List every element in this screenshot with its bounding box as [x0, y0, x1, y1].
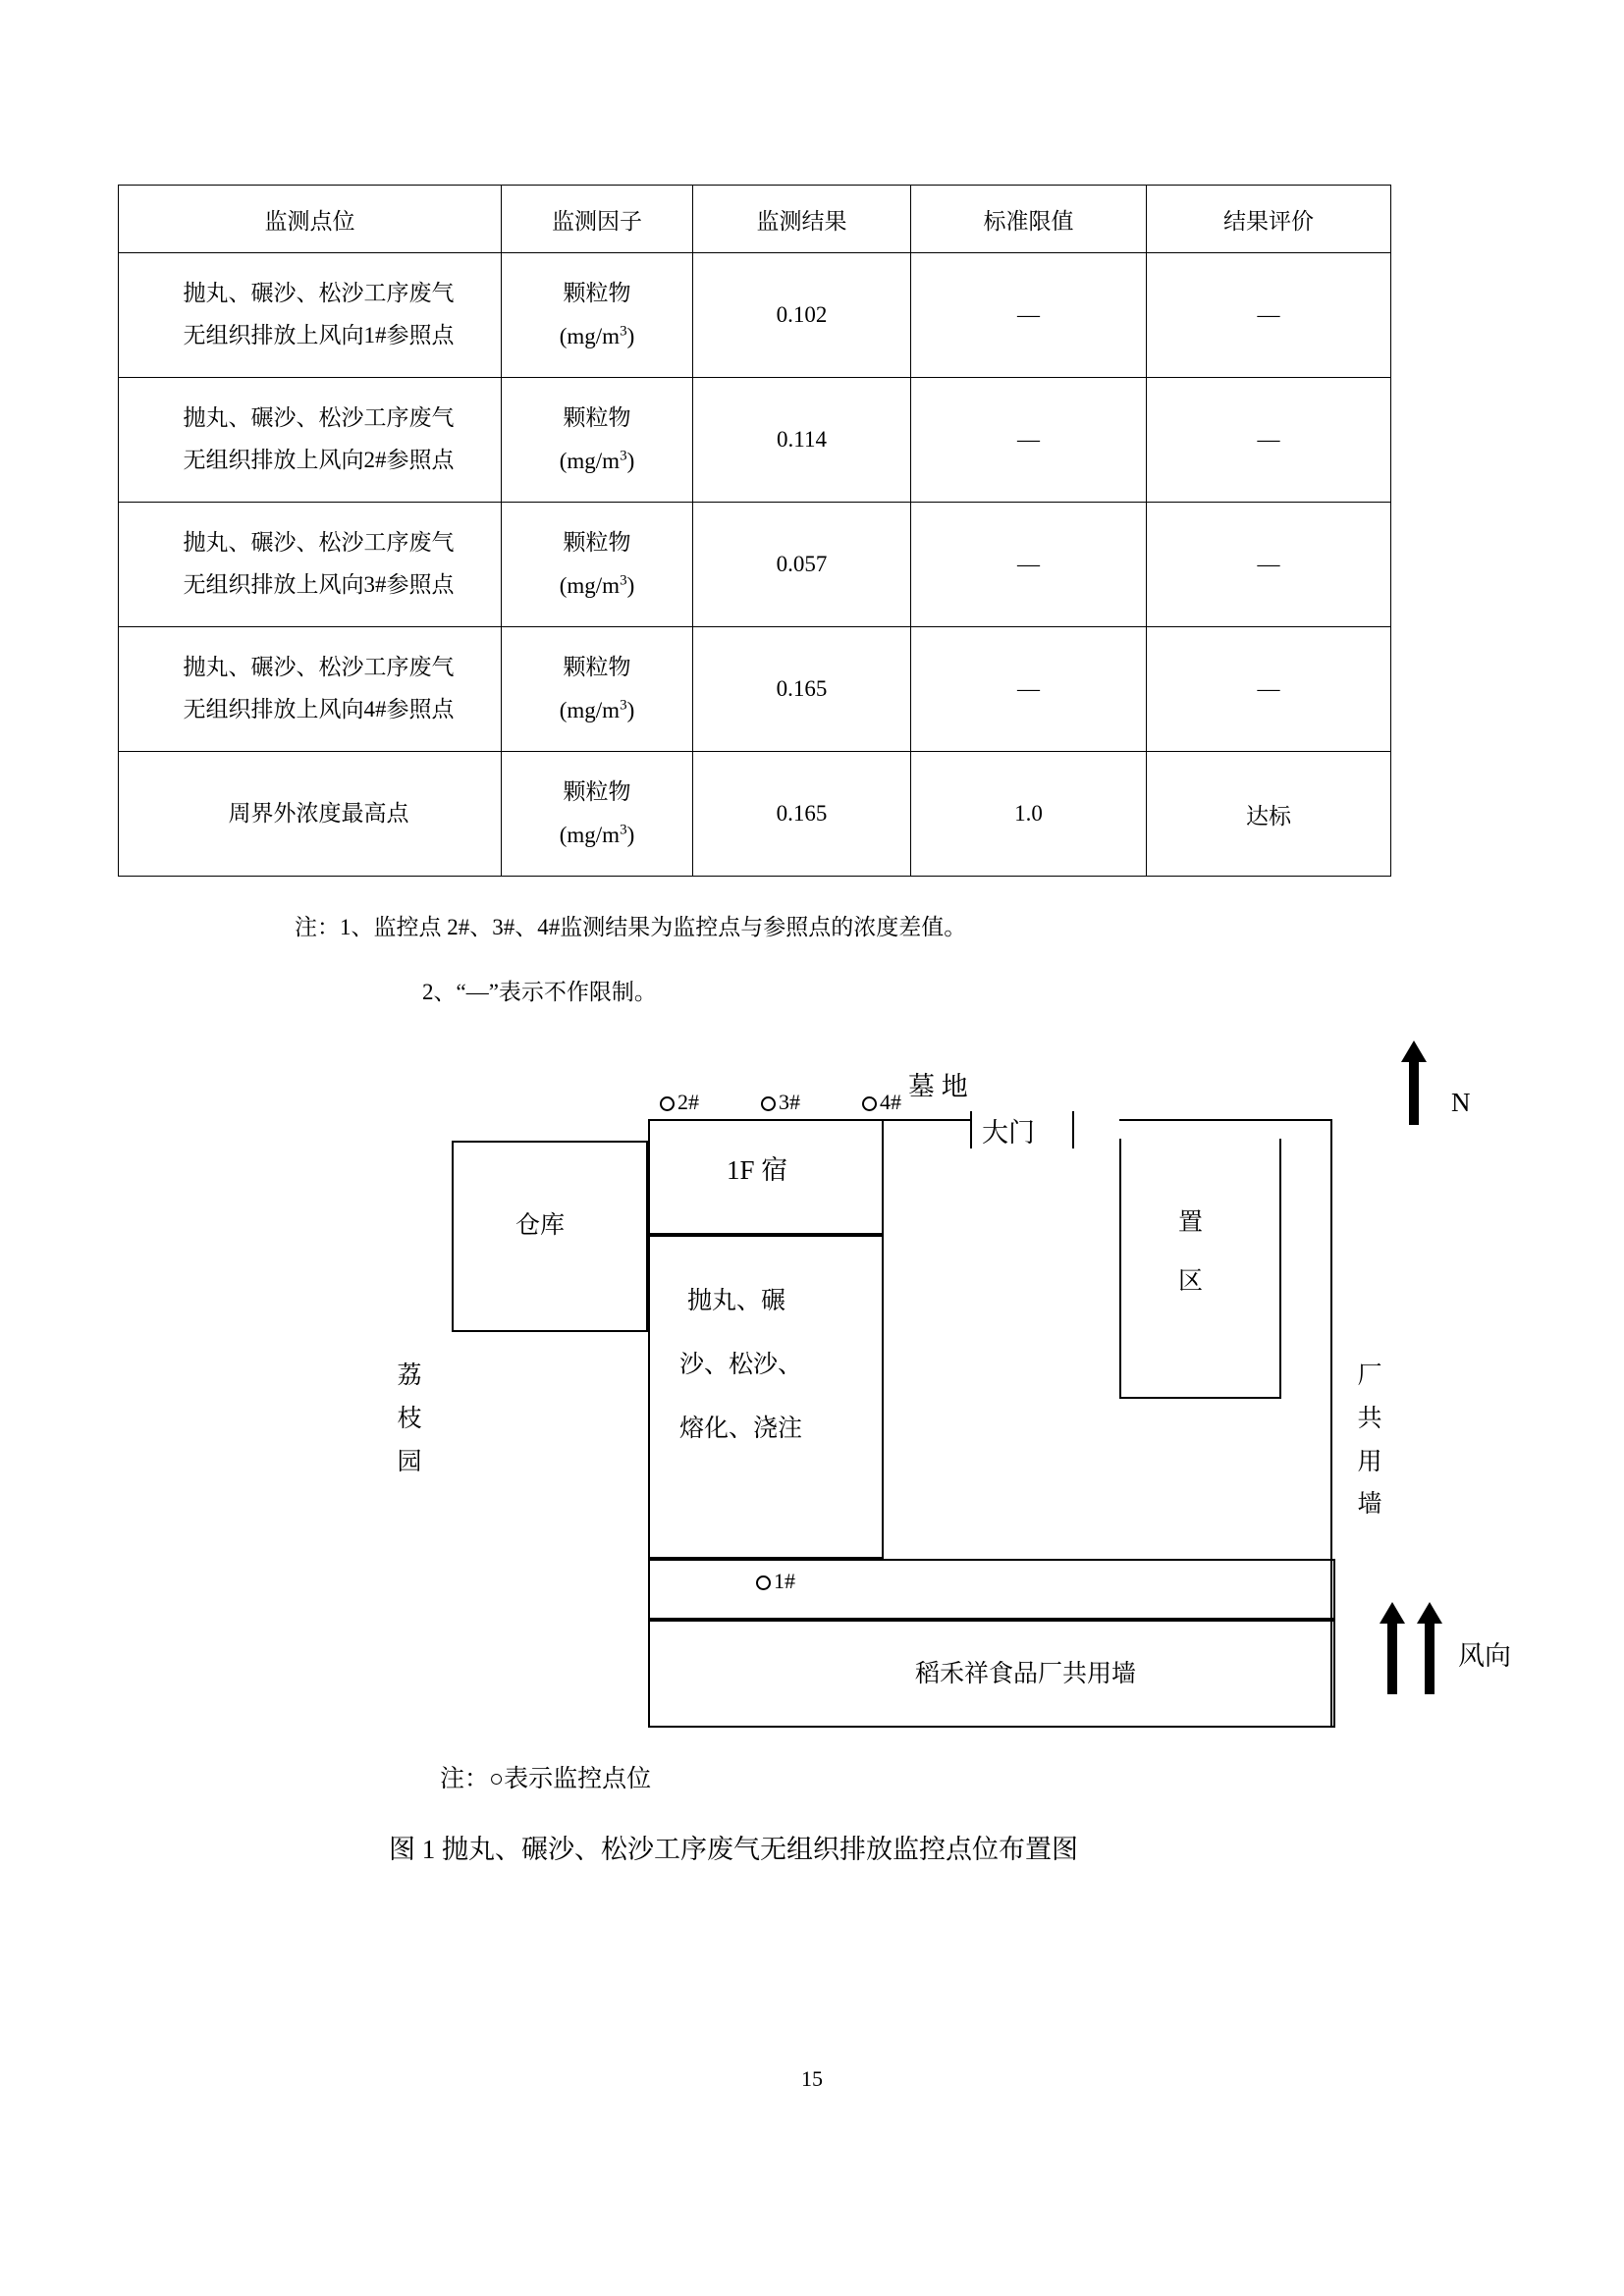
shared-wall-label: 厂共用墙 [1357, 1362, 1382, 1519]
cell-result: 0.114 [693, 378, 911, 503]
factor-name: 颗粒物 [563, 530, 631, 556]
placement-label-2: 区 [1178, 1268, 1204, 1295]
point-label-4: 4# [880, 1090, 901, 1114]
point-line-1: 抛丸、碾沙、松沙工序废气 [183, 405, 455, 431]
point-marker-3 [761, 1096, 776, 1111]
dorm-label: 1F 宿 [727, 1155, 788, 1185]
plot-top-right-wall [1119, 1119, 1332, 1121]
factor-unit: $(mg/m^3)$ [559, 697, 635, 722]
diagram-legend-note: 注：○表示监控点位 [440, 1766, 652, 1792]
cell-limit: — [911, 627, 1147, 752]
table-row [119, 752, 1391, 877]
cell-result: 0.165 [693, 752, 911, 877]
wind-direction-label: 风向 [1458, 1641, 1511, 1671]
lower-yard-box [648, 1559, 1335, 1620]
cell-evaluation: — [1147, 503, 1391, 627]
header-point: 监测点位 [119, 186, 502, 253]
point-marker-2 [660, 1096, 675, 1111]
factor-unit: $(mg/m^3)$ [559, 572, 635, 598]
bottom-wall-label: 稻禾祥食品厂共用墙 [915, 1661, 1137, 1687]
point-line-1: 周界外浓度最高点 [228, 800, 409, 826]
point-label-2: 2# [677, 1090, 699, 1114]
table-note-2: 2、“—”表示不作限制。 [422, 980, 657, 1004]
gate-post-left [970, 1111, 972, 1148]
wind-arrow-head-1 [1380, 1602, 1405, 1624]
cell-evaluation: — [1147, 627, 1391, 752]
cell-limit: — [911, 253, 1147, 378]
point-line-2: 无组织排放上风向1#参照点 [183, 323, 455, 347]
cell-result: 0.165 [693, 627, 911, 752]
cell-factor [502, 253, 693, 378]
cell-limit: 1.0 [911, 752, 1147, 877]
table-row [119, 253, 1391, 378]
point-label-3: 3# [779, 1090, 800, 1114]
gate-post-right [1072, 1111, 1074, 1148]
cell-limit: — [911, 503, 1147, 627]
table-row [119, 378, 1391, 503]
point-line-2: 无组织排放上风向2#参照点 [183, 448, 455, 472]
table-note-1: 注：1、监控点 2#、3#、4#监测结果为监控点与参照点的浓度差值。 [295, 915, 967, 939]
cell-point [119, 627, 502, 752]
header-result: 监测结果 [693, 186, 911, 253]
cell-evaluation: 达标 [1147, 752, 1391, 877]
factor-unit: $(mg/m^3)$ [559, 448, 635, 473]
cell-limit: — [911, 378, 1147, 503]
factor-name: 颗粒物 [563, 405, 631, 431]
point-line-1: 抛丸、碾沙、松沙工序废气 [183, 655, 455, 680]
cemetery-label: 墓 地 [908, 1072, 968, 1101]
gate-label: 大门 [982, 1118, 1035, 1148]
point-label-1: 1# [774, 1569, 795, 1593]
factor-name: 颗粒物 [563, 779, 631, 805]
wind-arrow-shaft-1 [1387, 1624, 1397, 1694]
table-row [119, 503, 1391, 627]
cell-point [119, 378, 502, 503]
north-label: N [1451, 1088, 1471, 1117]
point-line-1: 抛丸、碾沙、松沙工序废气 [183, 530, 455, 556]
cell-result: 0.102 [693, 253, 911, 378]
header-factor: 监测因子 [502, 186, 693, 253]
placement-label-1: 置 [1178, 1209, 1204, 1236]
cell-result: 0.057 [693, 503, 911, 627]
monitoring-results-table [118, 185, 1391, 877]
cell-factor [502, 503, 693, 627]
cell-factor [502, 752, 693, 877]
cell-point [119, 503, 502, 627]
workshop-label-2: 沙、松沙、 [679, 1352, 803, 1378]
cell-point [119, 752, 502, 877]
factor-name: 颗粒物 [563, 281, 631, 306]
cell-point [119, 253, 502, 378]
header-limit: 标准限值 [911, 186, 1147, 253]
wind-arrow-head-2 [1417, 1602, 1442, 1624]
factor-unit: $(mg/m^3)$ [559, 323, 635, 348]
wind-arrow-shaft-2 [1425, 1624, 1435, 1694]
point-marker-1 [756, 1575, 771, 1590]
workshop-label-1: 抛丸、碾 [687, 1288, 786, 1314]
cell-factor [502, 627, 693, 752]
cell-factor [502, 378, 693, 503]
point-line-2: 无组织排放上风向3#参照点 [183, 572, 455, 597]
header-evaluation: 结果评价 [1147, 186, 1391, 253]
table-header-row [119, 186, 1391, 253]
cell-evaluation: — [1147, 253, 1391, 378]
point-line-1: 抛丸、碾沙、松沙工序废气 [183, 281, 455, 306]
warehouse-label: 仓库 [515, 1212, 566, 1239]
point-marker-4 [862, 1096, 877, 1111]
workshop-label-3: 熔化、浇注 [679, 1415, 803, 1442]
cell-evaluation: — [1147, 378, 1391, 503]
north-arrow-head [1401, 1041, 1427, 1062]
table-row [119, 627, 1391, 752]
north-arrow-shaft [1409, 1062, 1419, 1125]
factor-name: 颗粒物 [563, 655, 631, 680]
lychee-garden-label: 荔枝园 [397, 1362, 422, 1475]
factor-unit: $(mg/m^3)$ [559, 822, 635, 847]
site-layout-diagram [0, 1021, 1624, 1728]
point-line-2: 无组织排放上风向4#参照点 [183, 697, 455, 721]
figure-caption: 图 1 抛丸、碾沙、松沙工序废气无组织排放监控点位布置图 [389, 1835, 1078, 1864]
page-number: 15 [801, 2066, 823, 2091]
